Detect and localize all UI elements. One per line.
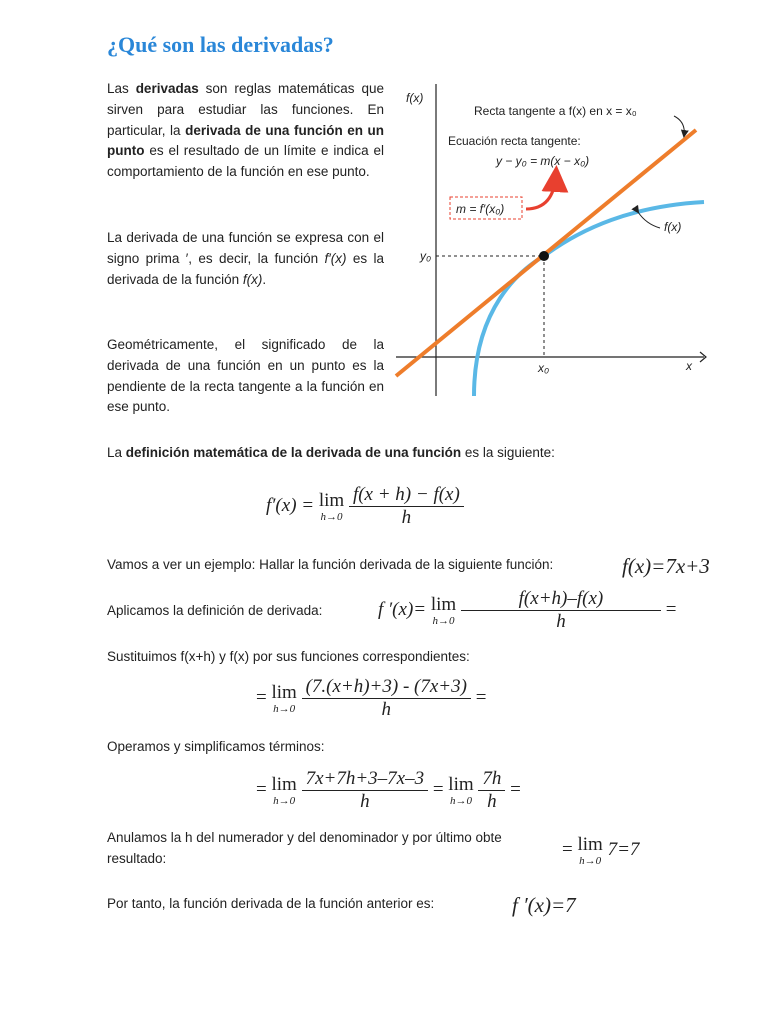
- derivative-definition-formula: f′(x) = lim h→0 $\frac{f(x + h) - f(x)}{h}$: [266, 484, 464, 529]
- apply-formula: f ′(x)= lim h→0 $\frac{f(x+h)-f(x)}{h}$ =: [378, 588, 677, 632]
- curve-label: f(x): [664, 220, 682, 234]
- x-axis-label: x: [686, 359, 692, 373]
- slope-arrow: [526, 174, 556, 209]
- page-title: ¿Qué son las derivadas?: [107, 32, 334, 57]
- tangent-graph: [392, 78, 710, 404]
- notation-paragraph: La derivada de una función se expresa con el signo prima ′, es decir, la función f′(x) es la derivada de la función f(x).: [107, 230, 384, 287]
- final-result: f ′(x)=7: [512, 893, 576, 917]
- x0-label: x₀: [538, 361, 550, 375]
- apply-text: Aplicamos la definición de derivada:: [107, 603, 323, 618]
- tangent-point: [539, 251, 549, 261]
- y0-label: y₀: [420, 249, 432, 263]
- operate-formula: = lim h→0 $\frac{7x+7h+3-7x-3}{h}$ = lim h→0 $\frac{7h}{h}$ =: [256, 768, 521, 812]
- tangent-equation: y − y₀ = m(x − x₀): [496, 154, 590, 168]
- substitute-text: Sustituimos f(x+h) y f(x) por sus funciones correspondientes:: [107, 649, 470, 664]
- tangent-equation-title: Ecuación recta tangente:: [448, 134, 581, 148]
- slope-box: m = f′(x₀): [456, 202, 505, 216]
- example-function: f(x)=7x+3: [622, 554, 710, 578]
- operate-text: Operamos y simplificamos términos:: [107, 739, 325, 754]
- cancel-text-1: Anulamos la h del numerador y del denominador y por último obte: [107, 830, 502, 845]
- y-axis-label: f(x): [406, 91, 424, 105]
- cancel-text-2: resultado:: [107, 851, 167, 866]
- example-text: Vamos a ver un ejemplo: Hallar la función derivada de la siguiente función:: [107, 557, 554, 572]
- cancel-formula: = lim h→0 7=7: [562, 834, 640, 867]
- final-text: Por tanto, la función derivada de la función anterior es:: [107, 896, 435, 911]
- geometric-paragraph: Geométricamente, el significado de la derivada de una función en un punto es la pendiente de la recta tangente a la función en ese punto.: [107, 337, 384, 415]
- tangent-label: Recta tangente a f(x) en x = x₀: [474, 104, 637, 118]
- definition-line: La definición matemática de la derivada de una función es la siguiente:: [107, 445, 555, 460]
- intro-paragraph: Las derivadas son reglas matemáticas que sirven para estudiar las funciones. En particular, la derivada de una función en un punto es el resultado de un límite e indica el comportamiento de la función en ese punto.: [107, 81, 384, 180]
- substitute-formula: = lim h→0 $\frac{(7.(x+h)+3) - (7x+3)}{h}$ =: [256, 676, 487, 720]
